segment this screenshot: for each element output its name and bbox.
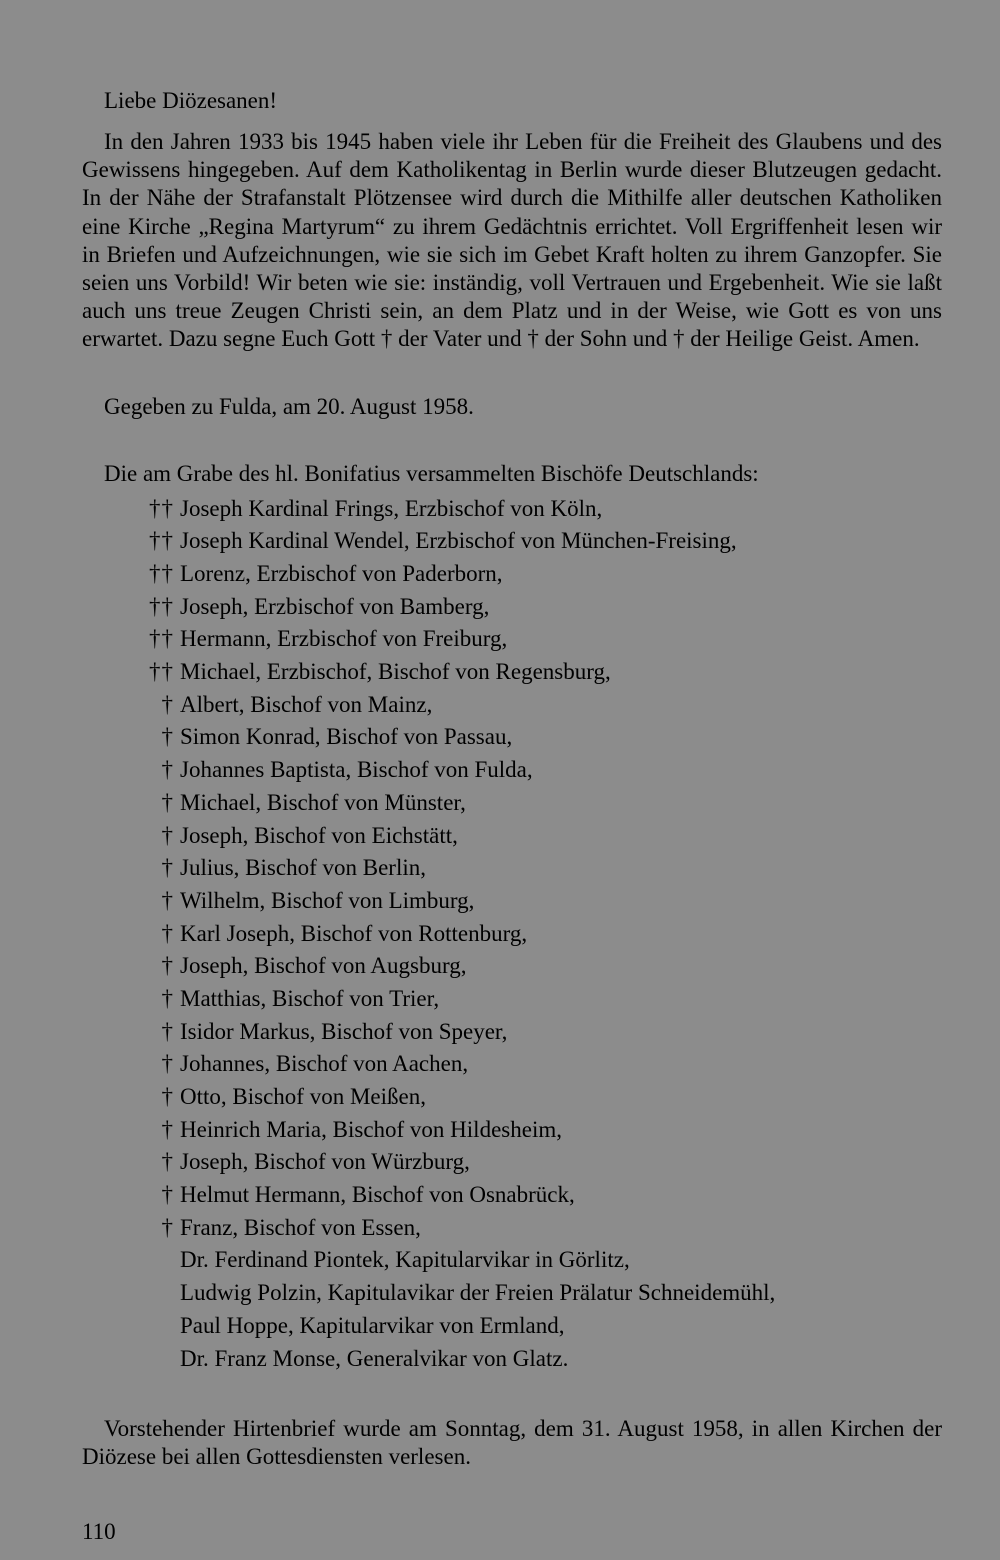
signer-name: Matthias, Bischof von Trier, (180, 985, 440, 1011)
signer-entry (82, 754, 942, 787)
signer-entry (82, 1048, 942, 1081)
signer-name: Simon Konrad, Bischof von Passau, (180, 724, 513, 750)
cross-mark: † (161, 887, 174, 913)
signer-name: Joseph Kardinal Frings, Erzbischof von Köln, (180, 495, 603, 521)
signer-entry (82, 983, 942, 1016)
signer-entry (82, 1310, 942, 1343)
cross-mark (82, 1244, 180, 1277)
cross-mark: † (161, 1214, 174, 1240)
signer-entry (82, 1114, 942, 1147)
signer-name: Ludwig Polzin, Kapitulavikar der Freien Prälatur Schneidemühl, (180, 1280, 776, 1306)
signer-entry (82, 623, 942, 656)
signer-name: Michael, Bischof von Münster, (180, 789, 466, 815)
page-number: 110 (82, 1519, 116, 1544)
cross-mark: †† (149, 626, 174, 652)
signer-name: Paul Hoppe, Kapitularvikar von Ermland, (180, 1312, 565, 1338)
signer-entry (82, 787, 942, 820)
signer-entry (82, 558, 942, 591)
signer-name: Franz, Bischof von Essen, (180, 1214, 421, 1240)
cross-mark: † (161, 691, 174, 717)
closing-note: Vorstehender Hirtenbrief wurde am Sonntag, dem 31. August 1958, in allen Kirchen der Diözese bei allen Gottesdiensten verlesen. (82, 1416, 942, 1470)
signer-entry (82, 1277, 942, 1310)
dateline: Gegeben zu Fulda, am 20. August 1958. (104, 393, 474, 419)
cross-mark (82, 1310, 180, 1343)
cross-mark: †† (149, 495, 174, 521)
signer-entry (82, 950, 942, 983)
signer-name: Michael, Erzbischof, Bischof von Regensburg, (180, 659, 611, 685)
cross-mark: †† (149, 561, 174, 586)
signer-entry (82, 1179, 942, 1212)
signer-entry (82, 656, 942, 689)
signer-name: Johannes, Bischof von Aachen, (180, 1051, 469, 1077)
signer-entry (82, 591, 942, 624)
signer-name: Helmut Hermann, Bischof von Osnabrück, (180, 1182, 575, 1208)
signer-name: Isidor Markus, Bischof von Speyer, (180, 1018, 508, 1044)
signer-entry (82, 525, 942, 558)
signer-name: Julius, Bischof von Berlin, (180, 855, 426, 881)
signer-entry (82, 820, 942, 853)
signer-entry (82, 1081, 942, 1114)
signer-name: Lorenz, Erzbischof von Paderborn, (180, 561, 503, 586)
signer-name: Dr. Franz Monse, Generalvikar von Glatz. (180, 1345, 569, 1371)
cross-mark: † (161, 789, 174, 815)
signers-list (82, 493, 942, 1376)
signer-entry (82, 1343, 942, 1376)
letter-body-paragraph: In den Jahren 1933 bis 1945 haben viele ihr Leben für die Freiheit des Glaubens und des Gewissens hingegeben. Auf dem Katholikentag in Berlin wurde dieser Blutzeugen gedacht. In der Nähe der Strafanstalt Plötzensee wird durch die Mithilfe aller deutschen Katholiken eine Kirche „Regina Martyrum“ zu ihrem Gedächtnis errichtet. Voll Ergriffenheit lesen wir in Briefen und Aufzeichnungen, wie sie sich im Gebet Kraft holten zu ihrem Ganzopfer. Sie seien uns Vorbild! Wir beten wie sie: inständig, voll Vertrauen und Ergebenheit. Wie sie laßt auch uns treue Zeugen Christi sein, an dem Platz und in der Weise, wie Gott es von uns erwartet. Dazu segne Euch Gott † der Vater und † der Sohn und † der Heilige Geist. Amen. (82, 129, 942, 352)
signer-name: Joseph Kardinal Wendel, Erzbischof von München-Freising, (180, 528, 737, 554)
signer-name: Otto, Bischof von Meißen, (180, 1084, 426, 1109)
cross-mark: † (161, 1051, 174, 1077)
signer-name: Dr. Ferdinand Piontek, Kapitularvikar in Görlitz, (180, 1247, 630, 1273)
letter-page (82, 86, 942, 1471)
signer-name: Joseph, Bischof von Augsburg, (180, 953, 467, 979)
signer-name: Albert, Bischof von Mainz, (180, 691, 433, 717)
signer-entry (82, 721, 942, 754)
cross-mark: †† (149, 528, 174, 554)
signer-entry (82, 689, 942, 722)
signer-entry (82, 885, 942, 918)
cross-mark: † (161, 1149, 174, 1175)
signer-name: Joseph, Erzbischof von Bamberg, (180, 593, 490, 619)
cross-mark: † (161, 920, 174, 946)
cross-mark: † (161, 822, 174, 848)
cross-mark: † (161, 724, 174, 750)
signer-name: Joseph, Bischof von Eichstätt, (180, 822, 458, 848)
signer-entry (82, 1212, 942, 1245)
cross-mark (82, 1277, 180, 1310)
signer-name: Joseph, Bischof von Würzburg, (180, 1149, 470, 1175)
signer-name: Johannes Baptista, Bischof von Fulda, (180, 757, 533, 783)
cross-mark: † (161, 1084, 174, 1109)
cross-mark (82, 1343, 180, 1376)
cross-mark: † (161, 1018, 174, 1044)
signer-name: Heinrich Maria, Bischof von Hildesheim, (180, 1116, 562, 1142)
signer-entry (82, 1244, 942, 1277)
signers-intro: Die am Grabe des hl. Bonifatius versammelten Bischöfe Deutschlands: (104, 460, 759, 486)
cross-mark: † (161, 1182, 174, 1208)
signer-name: Karl Joseph, Bischof von Rottenburg, (180, 920, 528, 946)
signer-entry (82, 918, 942, 951)
cross-mark: † (161, 757, 174, 783)
cross-mark: †† (149, 659, 174, 685)
signer-name: Wilhelm, Bischof von Limburg, (180, 887, 475, 913)
signer-entry (82, 1146, 942, 1179)
cross-mark: † (161, 985, 174, 1011)
salutation: Liebe Diözesanen! (104, 88, 278, 113)
cross-mark: † (161, 953, 174, 979)
signer-name: Hermann, Erzbischof von Freiburg, (180, 626, 508, 652)
cross-mark: †† (149, 593, 174, 619)
signer-entry (82, 1016, 942, 1049)
signer-entry (82, 493, 942, 526)
cross-mark: † (161, 855, 174, 881)
cross-mark: † (161, 1116, 174, 1142)
signer-entry (82, 852, 942, 885)
